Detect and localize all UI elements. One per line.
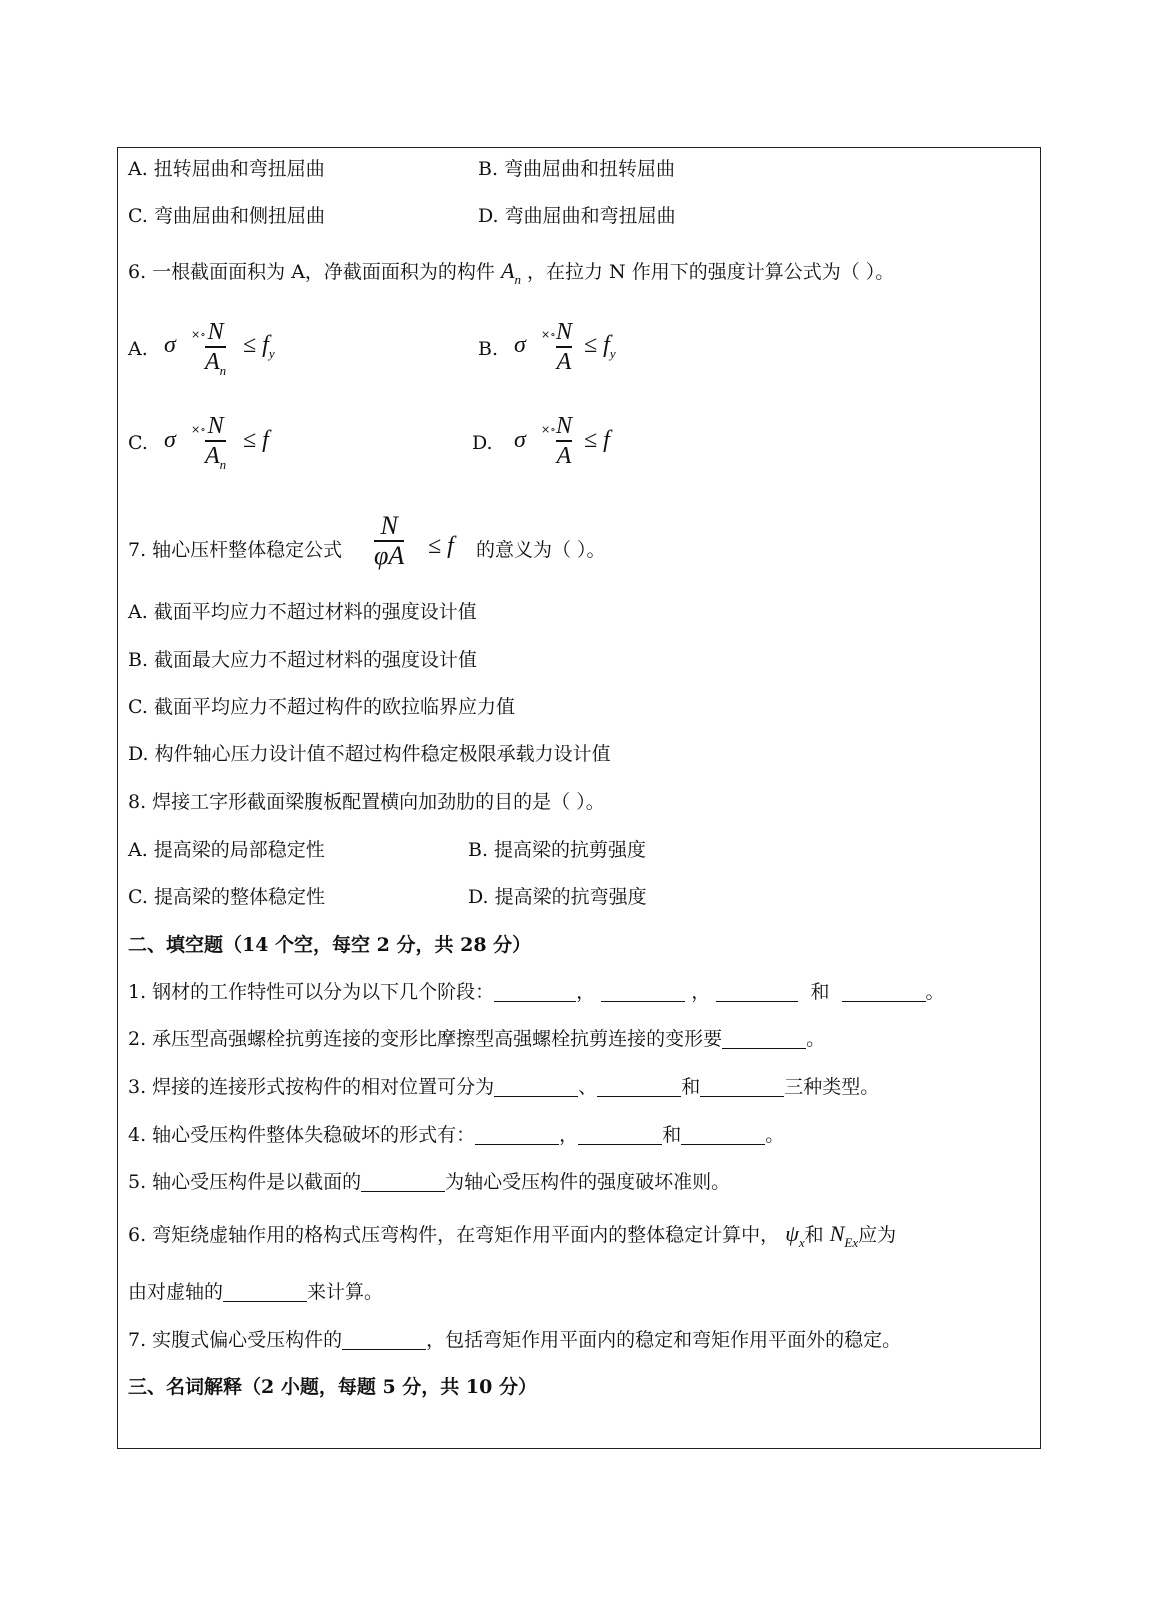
- q6-stem-b: ，在拉力 N 作用下的强度计算公式为（ ）。: [526, 261, 895, 283]
- fill-q5: 5. 轴心受压构件是以截面的 为轴心受压构件的强度破坏准则。: [128, 1171, 731, 1193]
- q6-c-den: $A_n$: [205, 442, 227, 472]
- q7-option-d: D. 构件轴心压力设计值不超过构件稳定极限承载力设计值: [128, 743, 611, 765]
- q7-fraction: [374, 512, 404, 570]
- q7-num: N: [380, 511, 398, 540]
- q7-den: φA: [374, 540, 405, 570]
- q5-option-c: C. 弯曲屈曲和侧扭屈曲: [128, 205, 325, 227]
- q5-option-a: A. 扭转屈曲和弯扭屈曲: [128, 158, 325, 180]
- fill-q7: 7. 实腹式偏心受压构件的 ，包括弯矩作用平面内的稳定和弯矩作用平面外的稳定。: [128, 1329, 902, 1351]
- blank: [494, 1078, 578, 1097]
- blank: [722, 1030, 806, 1049]
- q7-stem-a: 7. 轴心压杆整体稳定公式: [128, 539, 343, 561]
- q6-a-rhs: ≤ $f_y$: [243, 332, 275, 361]
- q6-label-c: C.: [128, 432, 148, 454]
- q6-c-rhs: ≤ f: [243, 427, 269, 453]
- q8-stem: 8. 焊接工字形截面梁腹板配置横向加劲肋的目的是（ ）。: [128, 791, 605, 813]
- q6-label-a: A.: [128, 338, 148, 360]
- blank: [601, 983, 685, 1002]
- q6-b-num: N: [556, 319, 573, 345]
- q6-c-num: N: [207, 413, 224, 439]
- blank: [681, 1126, 765, 1145]
- fill-q2: 2. 承压型高强螺栓抗剪连接的变形比摩擦型高强螺栓抗剪连接的变形要 。: [128, 1028, 826, 1050]
- q6-d-den: A: [556, 442, 572, 469]
- q6-d-glitch: ×∘: [541, 423, 556, 436]
- section3-title: 三、名词解释（2 小题，每题 5 分，共 10 分）: [128, 1376, 537, 1398]
- blank: [494, 983, 576, 1002]
- blank: [842, 983, 926, 1002]
- fill-q6-line2: 由对虚轴的 来计算。: [128, 1281, 384, 1303]
- q8-option-b: B. 提高梁的抗剪强度: [468, 839, 647, 861]
- blank: [700, 1078, 784, 1097]
- q6-a-num: N: [207, 319, 224, 345]
- q6-d-num: N: [556, 413, 573, 439]
- q6-b-fraction: [556, 318, 572, 376]
- q6-d-sigma: σ: [514, 427, 526, 453]
- blank: [716, 983, 798, 1002]
- q7-option-a: A. 截面平均应力不超过材料的强度设计值: [128, 601, 477, 623]
- q6-c-glitch: ×∘: [191, 423, 206, 436]
- q6-stem: [128, 259, 894, 292]
- q5-option-d: D. 弯曲屈曲和弯扭屈曲: [478, 205, 676, 227]
- q6-a-sigma: σ: [164, 332, 176, 358]
- q7-rhs: ≤ f: [428, 533, 454, 559]
- q6-b-glitch: ×∘: [541, 328, 556, 341]
- q8-option-a: A. 提高梁的局部稳定性: [128, 839, 325, 861]
- fill-q6-line1: 6. 弯矩绕虚轴作用的格构式压弯构件，在弯矩作用平面内的整体稳定计算中， $\psi_x$和 $N_{Ex}$应为: [128, 1221, 897, 1250]
- fill-q1: 1. 钢材的工作特性可以分为以下几个阶段： ， ， 和 。: [128, 981, 945, 1003]
- blank: [578, 1126, 662, 1145]
- q6-stem-a: 6. 一根截面面积为 A，净截面面积为的构件: [128, 261, 495, 283]
- q6-b-sigma: σ: [514, 332, 526, 358]
- q8-option-c: C. 提高梁的整体稳定性: [128, 886, 325, 908]
- fill-q4: 4. 轴心受压构件整体失稳破坏的形式有： ， 和 。: [128, 1124, 785, 1146]
- q6-d-rhs: ≤ f: [584, 427, 610, 453]
- q7-option-c: C. 截面平均应力不超过构件的欧拉临界应力值: [128, 696, 515, 718]
- blank: [475, 1126, 559, 1145]
- q6-b-den: A: [556, 348, 572, 375]
- q5-option-b: B. 弯曲屈曲和扭转屈曲: [478, 158, 676, 180]
- blank: [342, 1331, 426, 1350]
- section2-title: 二、填空题（14 个空，每空 2 分，共 28 分）: [128, 934, 532, 956]
- blank: [361, 1173, 445, 1192]
- q7-option-b: B. 截面最大应力不超过材料的强度设计值: [128, 649, 478, 671]
- q6-c-fraction: [205, 412, 226, 479]
- q6-stem-An: $A_n$: [500, 258, 521, 287]
- q8-option-d: D. 提高梁的抗弯强度: [468, 886, 647, 908]
- q6-d-fraction: [556, 412, 572, 470]
- q6-a-den: $A_n$: [205, 348, 227, 378]
- blank: [597, 1078, 681, 1097]
- fill-q3: 3. 焊接的连接形式按构件的相对位置可分为 、 和 三种类型。: [128, 1076, 880, 1098]
- N-Ex: $N_{Ex}$: [829, 1221, 859, 1250]
- q6-a-fraction: [205, 318, 226, 385]
- q6-label-d: D.: [472, 432, 493, 454]
- q6-label-b: B.: [478, 338, 499, 360]
- psi-x: $\psi_x$: [785, 1221, 805, 1250]
- q6-c-sigma: σ: [164, 427, 176, 453]
- q6-a-glitch: ×∘: [191, 328, 206, 341]
- q7-stem-b: 的意义为（ ）。: [476, 539, 606, 561]
- q6-b-rhs: ≤ $f_y$: [584, 332, 616, 361]
- blank: [223, 1283, 307, 1302]
